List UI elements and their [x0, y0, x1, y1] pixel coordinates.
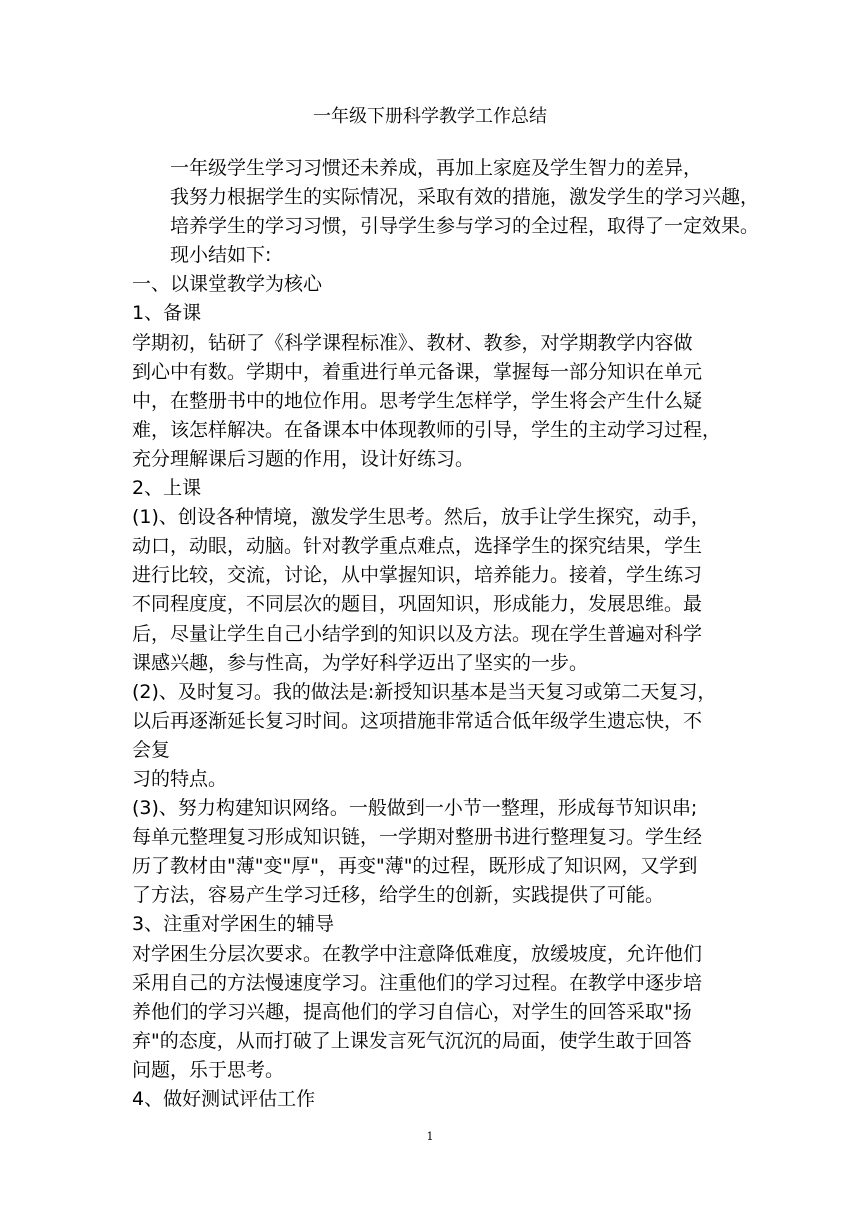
paragraph: [132, 329, 732, 474]
paragraph: [132, 910, 732, 939]
paragraph: [132, 154, 760, 270]
text-line: (3)、努力构建知识网络。一般做到一小节一整理，形成每节知识串;: [132, 797, 698, 820]
paragraph: [132, 678, 732, 794]
text-line: 问题，乐于思考。: [132, 1058, 285, 1081]
text-line: 不同程度度，不同层次的题目，巩固知识，形成能力，发展思维。最: [132, 593, 703, 616]
text-line: (2)、及时复习。我的做法是:新授知识基本是当天复习或第二天复习，: [132, 680, 717, 703]
text-line: 现小结如下:: [170, 244, 272, 267]
paragraph: [132, 299, 732, 328]
text-line: 4、做好测试评估工作: [132, 1088, 316, 1110]
paragraph: [132, 270, 732, 299]
text-line: 培养学生的学习习惯，引导学生参与学习的全过程，取得了一定效果。: [170, 215, 760, 238]
text-line: 每单元整理复习形成知识链，一学期对整册书进行整理复习。学生经: [132, 826, 703, 849]
text-line: 进行比较，交流，讨论，从中掌握知识，培养能力。接着，学生练习: [132, 564, 703, 587]
page-number: 1: [426, 1130, 434, 1143]
text-line: 了方法，容易产生学习迁移，给学生的创新，实践提供了可能。: [132, 884, 665, 907]
text-line: 以后再逐渐延长复习时间。这项措施非常适合低年级学生遗忘快，不: [132, 709, 703, 732]
text-line: 一、以课堂教学为核心: [132, 273, 323, 296]
text-line: 中，在整册书中的地位作用。思考学生怎样学，学生将会产生什么疑: [132, 389, 703, 412]
text-line: 会复: [132, 738, 171, 761]
text-line: 难，该怎样解决。在备课本中体现教师的引导，学生的主动学习过程，: [132, 418, 722, 441]
text-line: (1)、创设各种情境，激发学生思考。然后，放手让学生探究，动手，: [132, 506, 710, 529]
paragraph: [132, 1085, 732, 1114]
text-line: 养他们的学习兴趣，提高他们的学习自信心，对学生的回答采取"扬: [132, 1000, 692, 1023]
text-line: 课感兴趣，参与性高，为学好科学迈出了坚实的一步。: [132, 651, 589, 674]
document-title: 一年级下册科学教学工作总结: [313, 106, 547, 127]
paragraph: [132, 474, 732, 503]
text-line: 3、注重对学困生的辅导: [132, 913, 335, 936]
text-line: 对学困生分层次要求。在教学中注意降低难度，放缓坡度，允许他们: [132, 942, 703, 965]
text-line: 采用自己的方法慢速度学习。注重他们的学习过程。在教学中逐步培: [132, 971, 703, 994]
text-line: 动口，动眼，动脑。针对教学重点难点，选择学生的探究结果，学生: [132, 535, 703, 558]
paragraph: [132, 503, 732, 678]
paragraph: [132, 794, 732, 910]
text-line: 我努力根据学生的实际情况，采取有效的措施，激发学生的学习兴趣，: [170, 186, 760, 209]
text-line: 习的特点。: [132, 767, 228, 790]
text-line: 1、备课: [132, 302, 202, 325]
text-line: 历了教材由"薄"变"厚"，再变"薄"的过程，既形成了知识网，又学到: [132, 855, 698, 878]
paragraph: [132, 940, 732, 1085]
text-line: 一年级学生学习习惯还未养成，再加上家庭及学生智力的差异，: [170, 157, 703, 179]
text-line: 到心中有数。学期中，着重进行单元备课，掌握每一部分知识在单元: [132, 360, 703, 383]
text-line: 后，尽量让学生自己小结学到的知识以及方法。现在学生普遍对科学: [132, 622, 703, 645]
document-body: [132, 154, 760, 1114]
text-line: 学期初，钻研了《科学课程标准》、教材、教参，对学期教学内容做: [132, 331, 693, 354]
text-line: 2、上课: [132, 477, 202, 500]
text-line: 充分理解课后习题的作用，设计好练习。: [132, 447, 475, 470]
text-line: 弃"的态度，从而打破了上课发言死气沉沉的局面，使学生敢于回答: [132, 1029, 692, 1052]
